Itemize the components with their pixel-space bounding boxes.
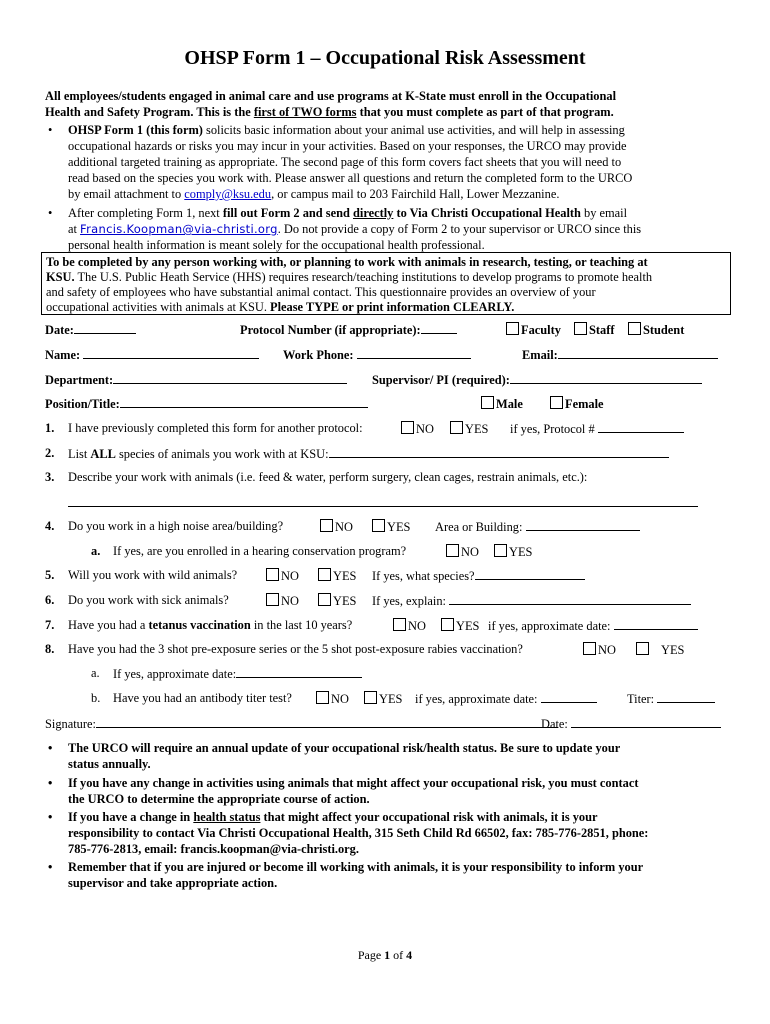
bullet-icon: •: [48, 810, 53, 824]
intro-text: [45, 88, 735, 120]
q4-text: Do you work in a high noise area/building?: [68, 519, 284, 533]
q5-text: Will you work with wild animals?: [68, 568, 238, 582]
checkbox-icon: [401, 421, 414, 434]
date-field[interactable]: Date:: [45, 322, 136, 338]
checkbox-icon: [318, 568, 331, 581]
bullet-icon: •: [48, 741, 53, 755]
question-number: 8.: [45, 642, 55, 656]
q5-yes-checkbox[interactable]: YES: [318, 568, 356, 584]
question-number: 4.: [45, 519, 55, 533]
note-health-status: • If you have a change in health status that might affect your occupational risk with animals, it is your responsibility to contact Via Christi Occupational Health, 315 Seth Child Rd 66502, fax: 785-776-2851, phone: 785-776-2813, email: francis.koopman@via-christi.org.: [48, 810, 649, 856]
q6-no-checkbox[interactable]: NO: [266, 593, 299, 609]
checkbox-icon: [372, 519, 385, 532]
checkbox-icon: [266, 593, 279, 606]
q7-date-field[interactable]: if yes, approximate date:: [488, 618, 698, 634]
question-number: 5.: [45, 568, 55, 582]
q8-yes-checkbox[interactable]: YES: [636, 642, 684, 658]
via-christi-email-link[interactable]: Francis.Koopman@via-christi.org: [80, 222, 278, 236]
checkbox-icon: [316, 691, 329, 704]
note-annual-update: • The URCO will require an annual update of your occupational risk/health status. Be sure to update your status annually.: [48, 741, 621, 771]
q2-field[interactable]: List ALL species of animals you work with at KSU:: [68, 446, 669, 462]
q4-no-checkbox[interactable]: NO: [320, 519, 353, 535]
q8-text: Have you had the 3 shot pre-exposure series or the 5 shot post-exposure rabies vaccination?: [68, 642, 523, 656]
q4a-no-checkbox[interactable]: NO: [446, 544, 479, 560]
checkbox-icon: [506, 322, 519, 335]
question-number: 7.: [45, 618, 55, 632]
intro-line: Health and Safety Program. This is the first of TWO forms that you must complete as part of that program.: [45, 105, 614, 119]
q6-text: Do you work with sick animals?: [68, 593, 229, 607]
q1-no-checkbox[interactable]: NO: [401, 421, 434, 437]
question-number: a.: [91, 666, 100, 680]
checkbox-icon: [320, 519, 333, 532]
name-field[interactable]: Name:: [45, 347, 259, 363]
q8-no-checkbox[interactable]: NO: [583, 642, 616, 658]
checkbox-icon: [550, 396, 563, 409]
email-field[interactable]: Email:: [522, 347, 718, 363]
bullet-form2: • After completing Form 1, next fill out Form 2 and send directly to Via Christi Occupational Health by email at Francis.Koopman@via-christi.org. Do not provide a copy of Form 2 to your supervisor or URCO since this personal health information is meant solely for the occupational health professional.: [48, 206, 642, 252]
checkbox-icon: [393, 618, 406, 631]
q6-explain-field[interactable]: If yes, explain:: [372, 593, 691, 609]
question-number: 1.: [45, 421, 55, 435]
male-checkbox[interactable]: Male: [481, 396, 523, 412]
bullet-icon: •: [48, 776, 53, 790]
female-checkbox[interactable]: Female: [550, 396, 604, 412]
position-field[interactable]: Position/Title:: [45, 396, 368, 412]
question-number: 6.: [45, 593, 55, 607]
signature-field[interactable]: Signature:: [45, 716, 558, 732]
question-number: b.: [91, 691, 101, 705]
checkbox-icon: [481, 396, 494, 409]
q8b-titer-field[interactable]: Titer:: [627, 691, 715, 707]
checkbox-icon: [266, 568, 279, 581]
q1-protocol-field[interactable]: if yes, Protocol #: [510, 421, 684, 437]
question-number: a.: [91, 544, 101, 558]
form-title: OHSP Form 1 – Occupational Risk Assessment: [184, 47, 586, 69]
checkbox-icon: [628, 322, 641, 335]
supervisor-field[interactable]: Supervisor/ PI (required):: [372, 372, 702, 388]
work-phone-field[interactable]: Work Phone:: [283, 347, 471, 363]
signature-date-field[interactable]: Date:: [541, 716, 721, 732]
q1-yes-checkbox[interactable]: YES: [450, 421, 488, 437]
comply-email-link[interactable]: comply@ksu.edu: [184, 187, 272, 201]
bullet-icon: •: [48, 206, 53, 220]
q4a-yes-checkbox[interactable]: YES: [494, 544, 532, 560]
checkbox-icon: [574, 322, 587, 335]
q7-yes-checkbox[interactable]: YES: [441, 618, 479, 634]
q6-yes-checkbox[interactable]: YES: [318, 593, 356, 609]
question-number: 3.: [45, 470, 55, 484]
checkbox-icon: [364, 691, 377, 704]
checkbox-icon: [441, 618, 454, 631]
checkbox-icon: [583, 642, 596, 655]
q4a-text: If yes, are you enrolled in a hearing conservation program?: [113, 544, 407, 558]
question-number: 2.: [45, 446, 55, 460]
q4-area-field[interactable]: Area or Building:: [435, 519, 640, 535]
staff-checkbox[interactable]: Staff: [574, 322, 614, 338]
faculty-checkbox[interactable]: Faculty: [506, 322, 561, 338]
q3-answer-line[interactable]: [68, 495, 698, 507]
bullet-icon: •: [48, 123, 53, 137]
instructions-box: To be completed by any person working with, or planning to work with animals in research, testing, or teaching at KSU. The U.S. Public Heath Service (HHS) requires research/teaching institutions to develop programs to promote health and safety of employees who have substantial animal contact. This questionnaire provides an overview of your occupational activities with animals at KSU. Please TYPE or print information CLEARLY.: [41, 252, 731, 315]
q7-text: Have you had a tetanus vaccination in the last 10 years?: [68, 618, 353, 632]
q1-text: I have previously completed this form for another protocol:: [68, 421, 363, 435]
q8b-yes-checkbox[interactable]: YES: [364, 691, 402, 707]
checkbox-icon: [494, 544, 507, 557]
checkbox-icon: [446, 544, 459, 557]
q5-no-checkbox[interactable]: NO: [266, 568, 299, 584]
q8b-no-checkbox[interactable]: NO: [316, 691, 349, 707]
q8a-date-field[interactable]: If yes, approximate date:: [113, 666, 362, 682]
note-activity-change: • If you have any change in activities using animals that might affect your occupational risk, you must contact the URCO to determine the appropriate course of action.: [48, 776, 639, 806]
bullet-form1: • OHSP Form 1 (this form) solicits basic information about your animal use activities, and will help in assessing occupational hazards or risks you may incur in your activities. Based on your responses, the URCO may provide additional targeted training as appropriate. The second page of this form covers fact sheets that you will need to read based on the species you work with. Please answer all questions and return the completed form to the URCO by email attachment to comply@ksu.edu, or campus mail to 203 Fairchild Hall, Lower Mezzanine.: [48, 123, 633, 201]
q8b-date-field[interactable]: if yes, approximate date:: [415, 691, 597, 707]
student-checkbox[interactable]: Student: [628, 322, 684, 338]
q3-text: Describe your work with animals (i.e. feed & water, perform surgery, clean cages, restrain animals, etc.):: [68, 470, 588, 484]
page-number: Page 1 of 4: [357, 948, 413, 962]
bullet-icon: •: [48, 860, 53, 874]
checkbox-icon: [450, 421, 463, 434]
q7-no-checkbox[interactable]: NO: [393, 618, 426, 634]
intro-line: All employees/students engaged in animal care and use programs at K-State must enroll in the Occupational: [45, 89, 617, 103]
q8b-text: Have you had an antibody titer test?: [113, 691, 292, 705]
note-injury: • Remember that if you are injured or become ill working with animals, it is your responsibility to inform your supervisor and take appropriate action.: [48, 860, 644, 890]
department-field[interactable]: Department:: [45, 372, 347, 388]
q5-species-field[interactable]: If yes, what species?: [372, 568, 585, 584]
checkbox-icon: [636, 642, 649, 655]
checkbox-icon: [318, 593, 331, 606]
protocol-field[interactable]: Protocol Number (if appropriate):: [240, 322, 457, 338]
q4-yes-checkbox[interactable]: YES: [372, 519, 410, 535]
